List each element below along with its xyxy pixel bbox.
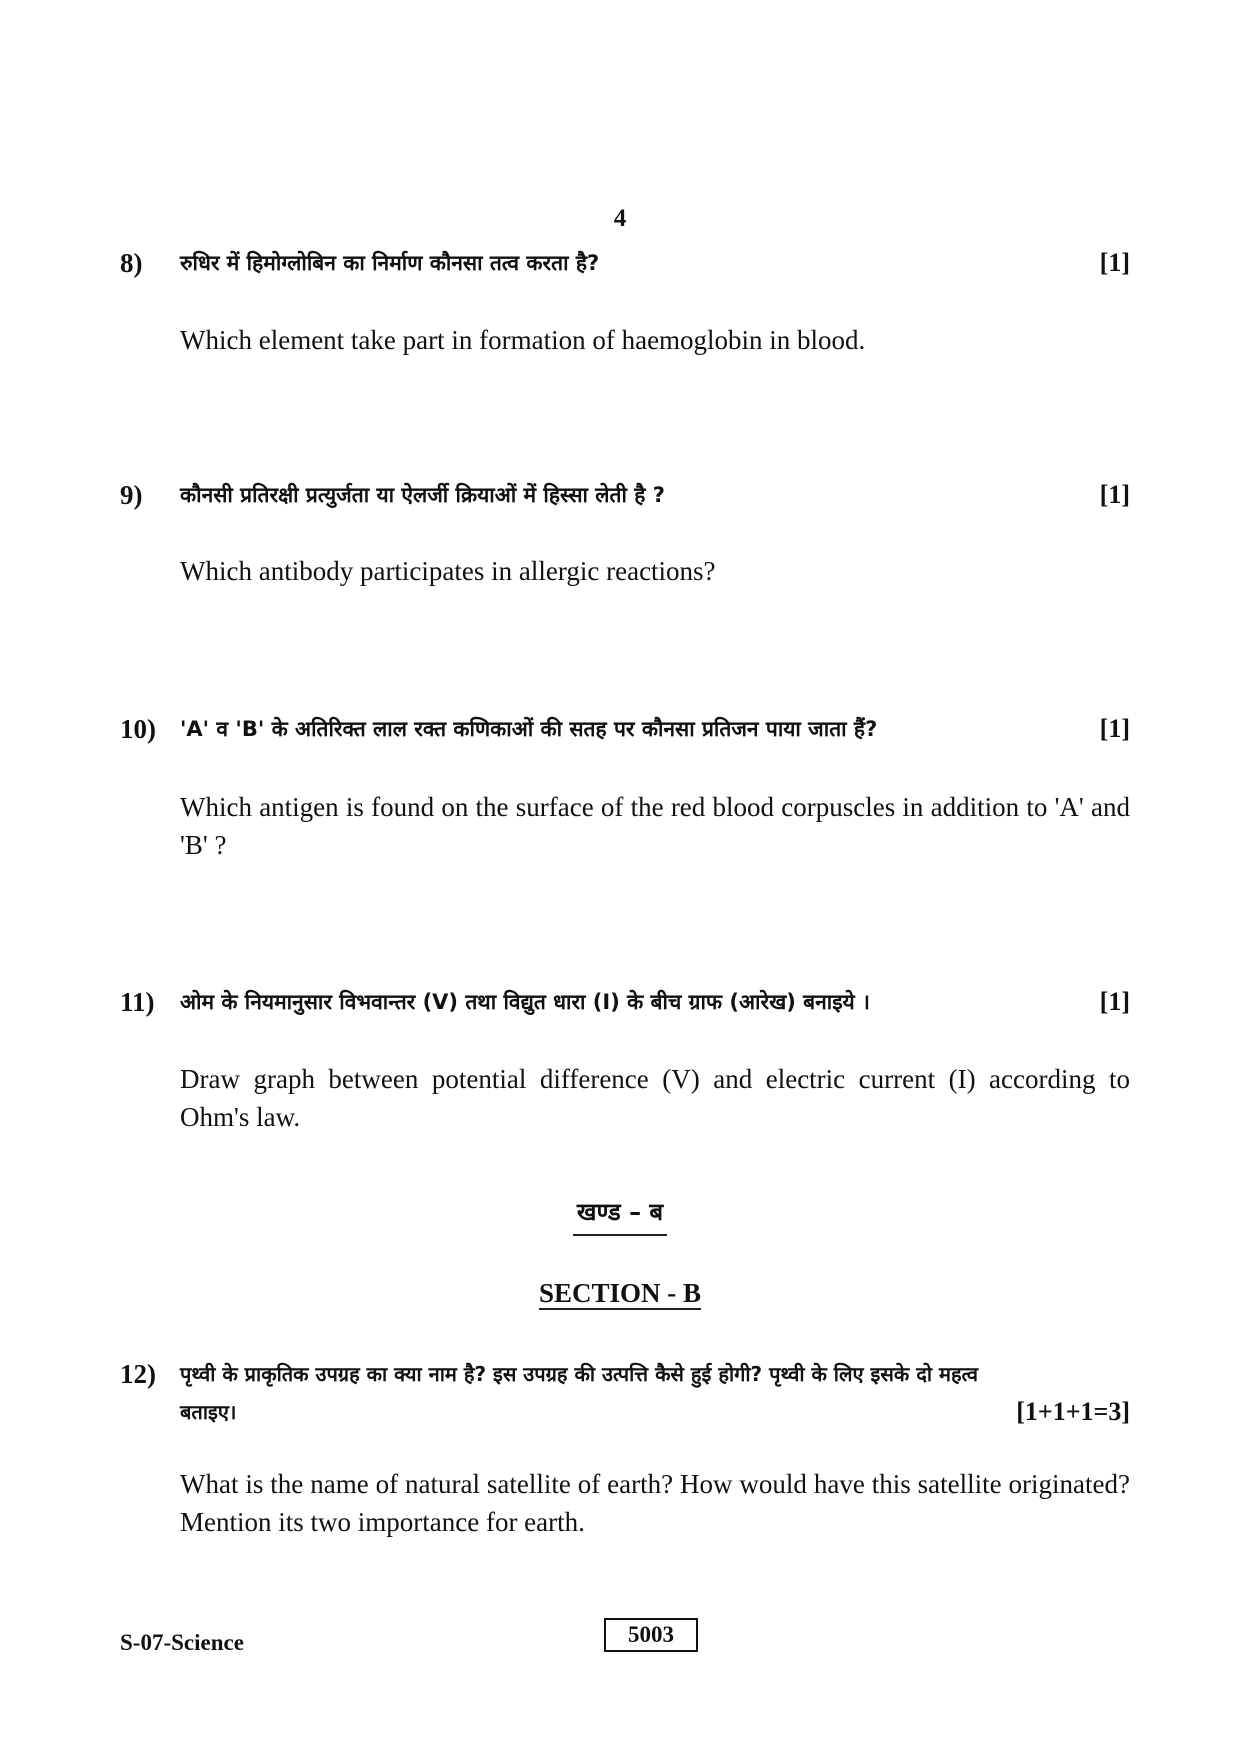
question-12-marks: [1+1+1=3] <box>1016 1397 1130 1426</box>
section-title-hindi <box>0 1195 1240 1236</box>
question-number: 10) <box>120 714 156 744</box>
question-12-number: 12) <box>120 1359 156 1389</box>
paper-code: S-07-Science <box>120 1630 244 1655</box>
question-12-hindi-line2: बताइए। <box>180 1400 237 1424</box>
page-number: 4 <box>613 205 627 232</box>
question-number: 9) <box>120 480 143 510</box>
question-hindi-text: कौनसी प्रतिरक्षी प्रत्युर्जता या ऐलर्जी क्रियाओं में हिस्सा लेती है ? <box>180 483 665 507</box>
question-8-english: Which element take part in formation of haemoglobin in blood. <box>180 325 866 355</box>
question-12-hindi-line1: पृथ्वी के प्राकृतिक उपग्रह का क्या नाम है? इस उपग्रह की उत्पत्ति कैसे हुई होगी? पृथ्वी के लिए इसके दो महत्व <box>180 1362 978 1386</box>
question-marks: [1] <box>1099 480 1130 509</box>
section-title-english <box>0 1278 1240 1310</box>
question-9-english: Which antibody participates in allergic reactions? <box>180 556 716 586</box>
question-11-english: Draw graph between potential difference (V) and electric current (I) according to Ohm's law. <box>180 1064 1130 1132</box>
question-number: 8) <box>120 248 143 278</box>
section-title-english-text: SECTION - B <box>538 1278 702 1308</box>
question-hindi-text: रुधिर में हिमोग्लोबिन का निर्माण कौनसा तत्व करता है? <box>180 251 600 275</box>
question-marks: [1] <box>1099 987 1130 1016</box>
page-code-box: 5003 <box>604 1618 698 1652</box>
question-10-english: Which antigen is found on the surface of the red blood corpuscles in addition to 'A' and 'B' ? <box>180 792 1130 860</box>
question-hindi-text: 'A' व 'B' के अतिरिक्त लाल रक्त कणिकाओं की सतह पर कौनसा प्रतिजन पाया जाता हैं? <box>180 717 878 741</box>
question-number: 11) <box>120 987 155 1017</box>
question-12-english: What is the name of natural satellite of earth? How would have this satellite originated? Mention its two importance for earth. <box>180 1469 1130 1537</box>
question-marks: [1] <box>1099 248 1130 277</box>
section-title-hindi-text: खण्ड – ब <box>573 1195 667 1236</box>
question-marks: [1] <box>1099 714 1130 743</box>
question-hindi-text: ओम के नियमानुसार विभवान्तर (V) तथा विद्युत धारा (I) के बीच ग्राफ (आरेख) बनाइये । <box>180 990 870 1014</box>
